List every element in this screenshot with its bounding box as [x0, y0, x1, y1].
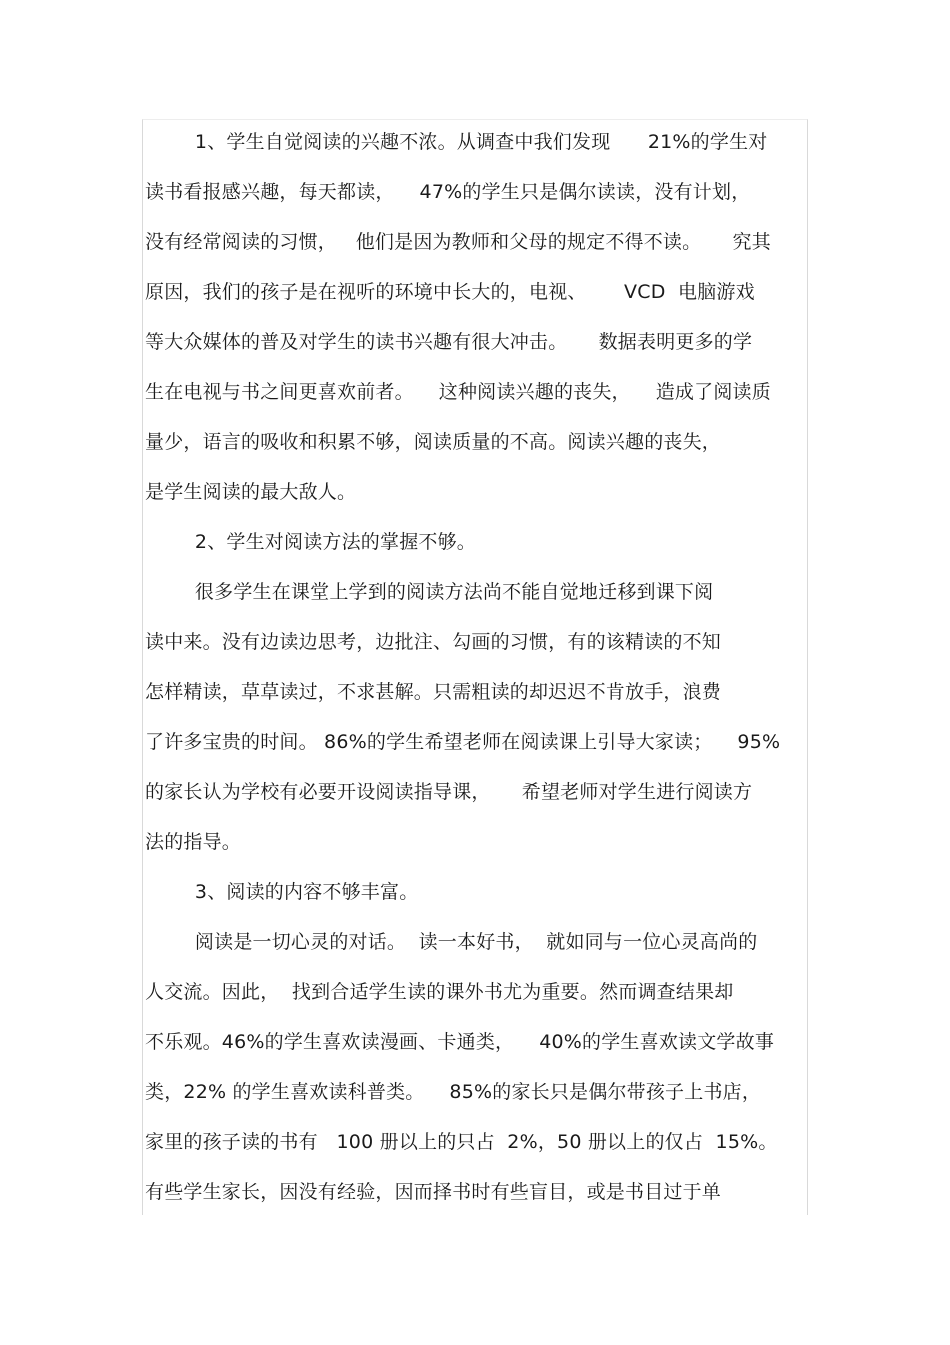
paragraph-3-line-3: 不乐观。46%的学生喜欢读漫画、卡通类， 40%的学生喜欢读文学故事 [145, 1031, 775, 1053]
section-heading-2: 2、学生对阅读方法的掌握不够。 [145, 531, 477, 553]
paragraph-1-line-3: 没有经常阅读的习惯， 他们是因为教师和父母的规定不得不读。 究其 [145, 231, 771, 253]
document-body [145, 120, 825, 1220]
paragraph-2-line-4: 了许多宝贵的时间。 86%的学生希望老师在阅读课上引导大家读； 95% [145, 731, 781, 753]
paragraph-1-line-7: 量少，语言的吸收和积累不够，阅读质量的不高。阅读兴趣的丧失， [145, 431, 722, 453]
paragraph-2-line-5: 的家长认为学校有必要开设阅读指导课， 希望老师对学生进行阅读方 [145, 781, 753, 803]
paragraph-3-line-6: 有些学生家长，因没有经验，因而择书时有些盲目，或是书目过于单 [145, 1181, 722, 1203]
paragraph-3-line-4: 类，22% 的学生喜欢读科普类。 85%的家长只是偶尔带孩子上书店， [145, 1081, 762, 1103]
paragraph-1-line-1: 1、学生自觉阅读的兴趣不浓。从调查中我们发现 21%的学生对 [145, 131, 768, 153]
paragraph-1-line-6: 生在电视与书之间更喜欢前者。 这种阅读兴趣的丧失， 造成了阅读质 [145, 381, 771, 403]
paragraph-2-line-6: 法的指导。 [145, 831, 242, 853]
paragraph-3-line-2: 人交流。因此， 找到合适学生读的课外书尤为重要。然而调查结果却 [145, 981, 734, 1003]
paragraph-1-line-4: 原因，我们的孩子是在视听的环境中长大的，电视、 VCD 电脑游戏 [145, 281, 755, 303]
section-heading-3: 3、阅读的内容不够丰富。 [145, 881, 419, 903]
paragraph-3-line-1: 阅读是一切心灵的对话。 读一本好书， 就如同与一位心灵高尚的 [145, 931, 758, 953]
paragraph-2-line-3: 怎样精读，草草读过，不求甚解。只需粗读的却迟迟不肯放手，浪费 [145, 681, 722, 703]
paragraph-1-line-2: 读书看报感兴趣，每天都读， 47%的学生只是偶尔读读，没有计划， [145, 181, 751, 203]
paragraph-2-line-1: 很多学生在课堂上学到的阅读方法尚不能自觉地迁移到课下阅 [145, 581, 714, 603]
paragraph-3-line-5: 家里的孩子读的书有 100 册以上的只占 2%，50 册以上的仅占 15%。 [145, 1131, 778, 1153]
paragraph-1-line-5: 等大众媒体的普及对学生的读书兴趣有很大冲击。 数据表明更多的学 [145, 331, 753, 353]
paragraph-2-line-2: 读中来。没有边读边思考，边批注、勾画的习惯，有的该精读的不知 [145, 631, 722, 653]
paragraph-1-line-8: 是学生阅读的最大敌人。 [145, 481, 357, 503]
